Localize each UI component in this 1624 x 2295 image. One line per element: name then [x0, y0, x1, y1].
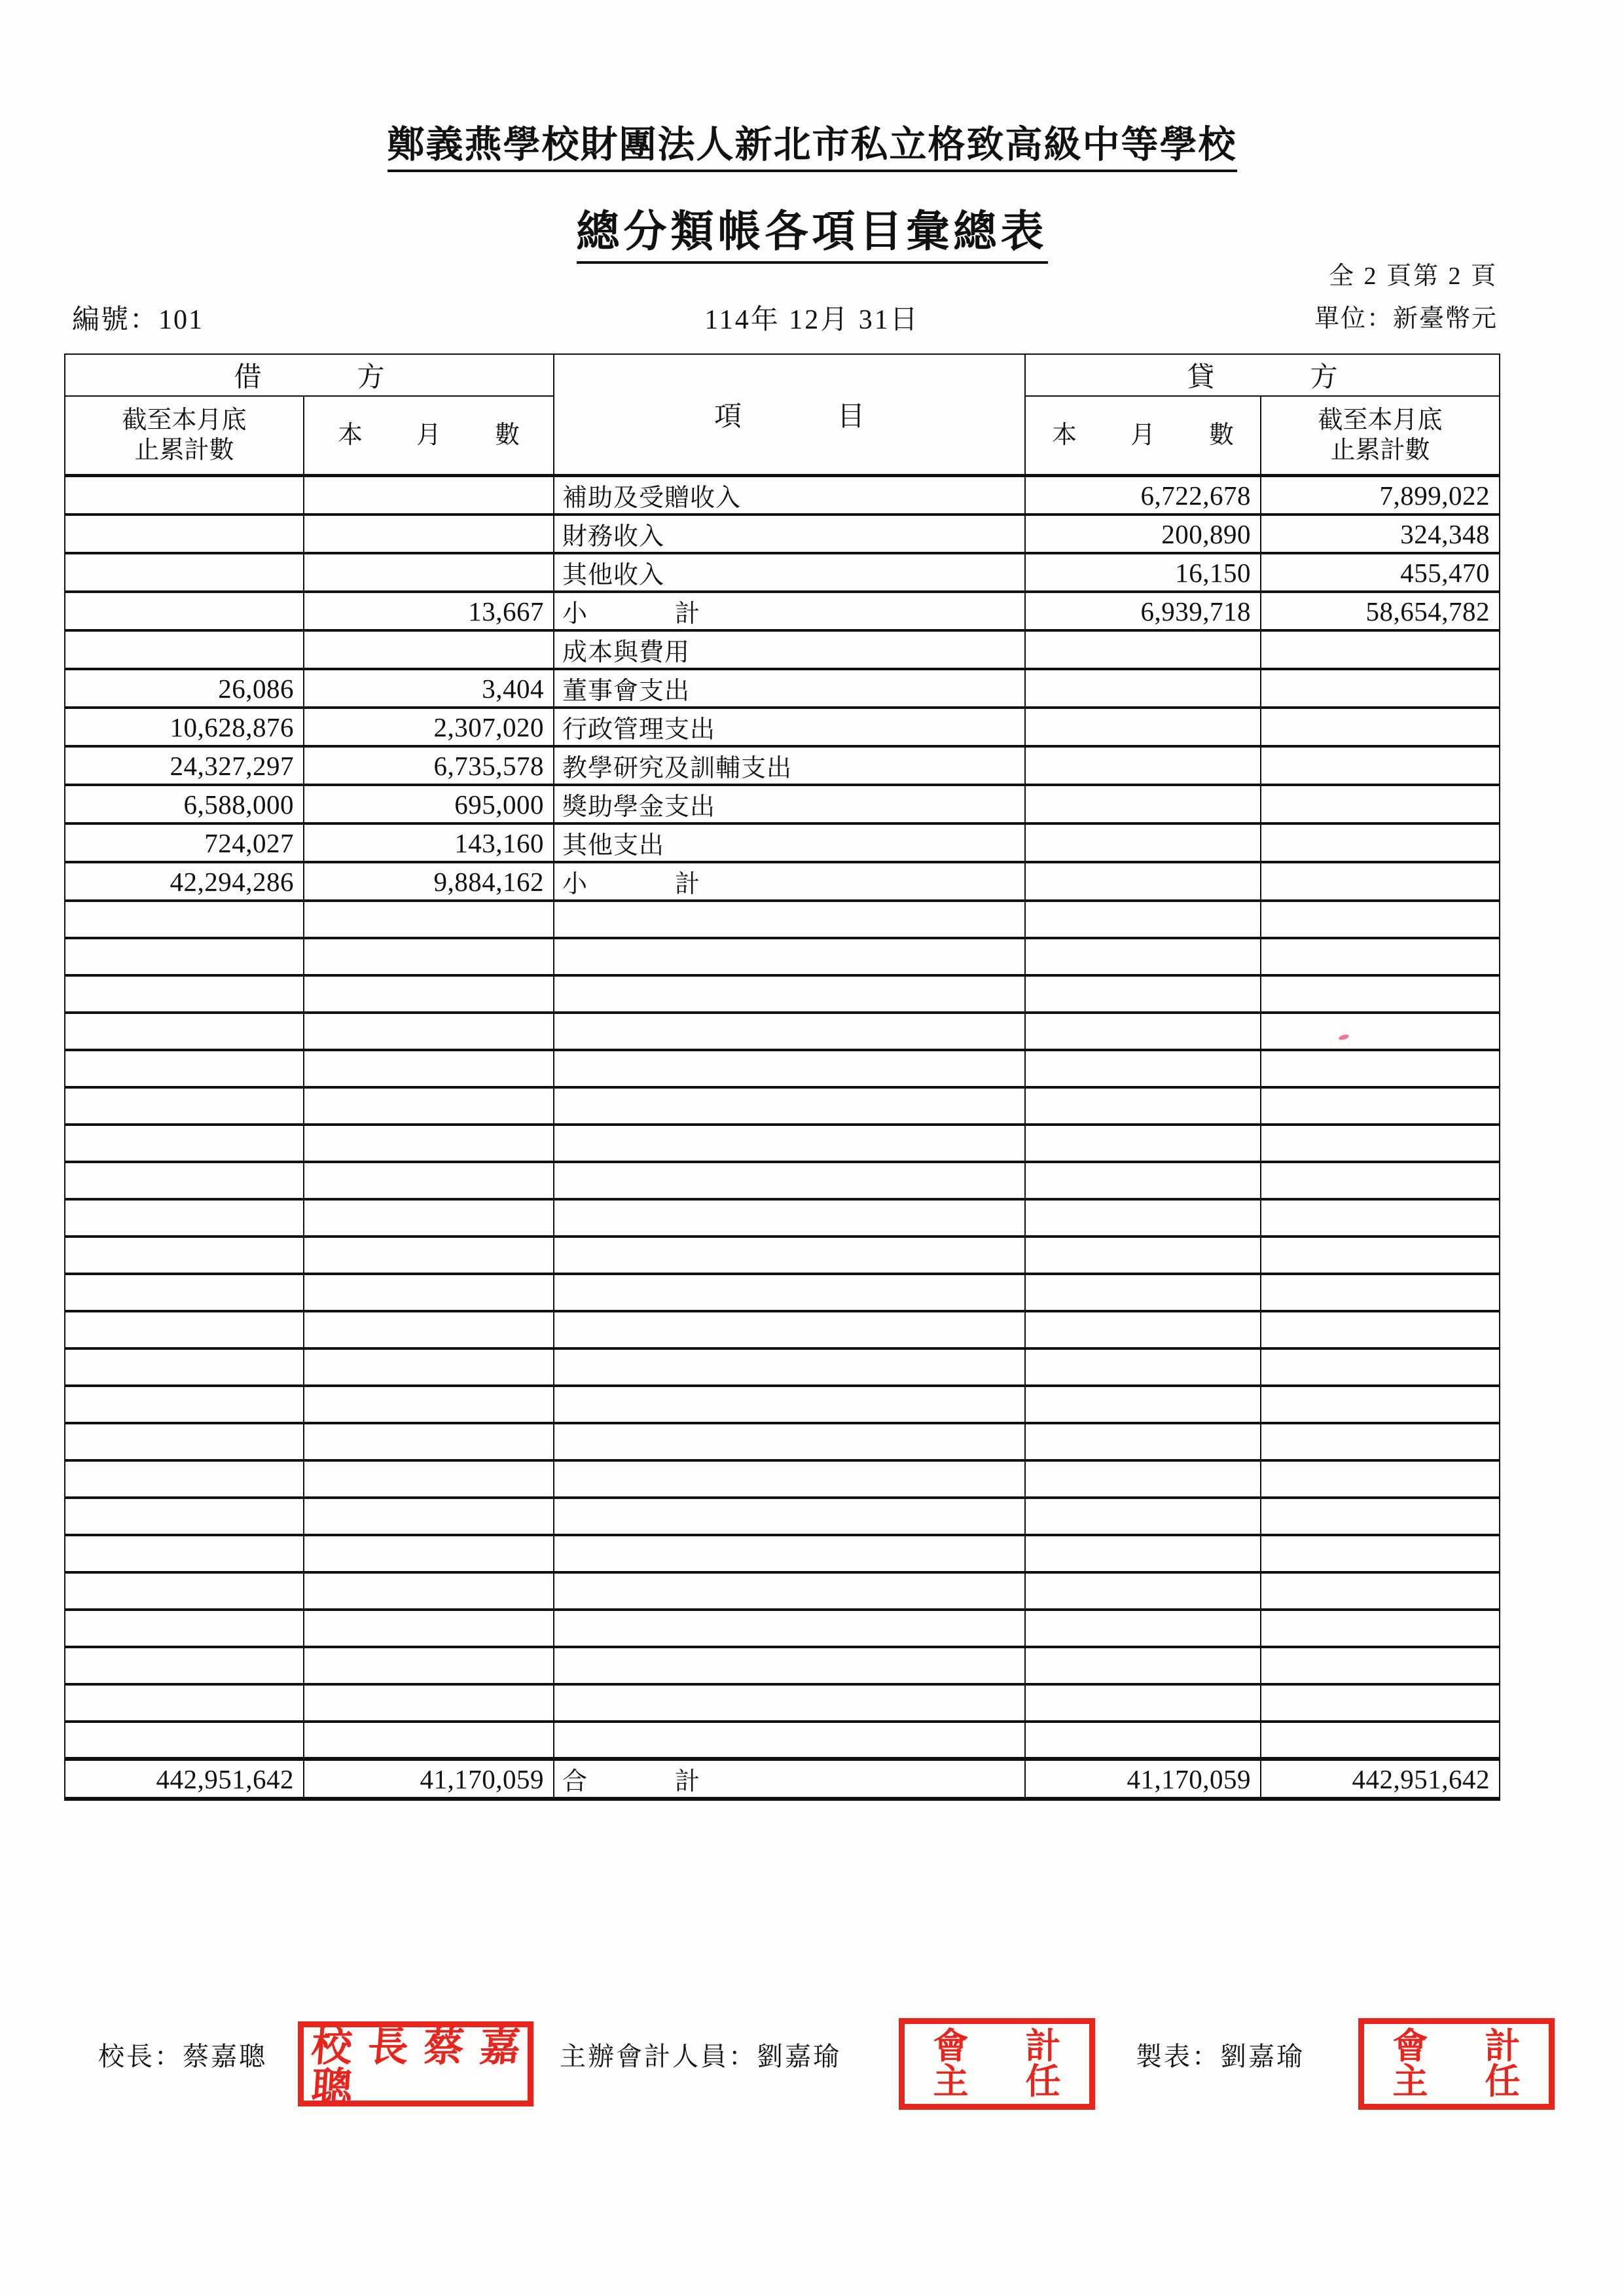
principal-seal-char-4: 嘉 [477, 2025, 522, 2070]
table-row [65, 553, 1500, 592]
cell-credit-cumulative [1261, 1162, 1500, 1199]
cell-credit-month [1025, 1722, 1261, 1759]
cell-debit-month [304, 1572, 554, 1610]
cell-debit-month [304, 1460, 554, 1498]
cell-credit-month [1025, 1237, 1261, 1274]
cell-item-name [554, 1311, 1025, 1348]
cell-credit-month [1025, 1050, 1261, 1087]
cell-debit-cumulative [65, 1572, 304, 1610]
seal2-c1r1: 會 [1392, 2027, 1428, 2066]
cell-credit-cumulative [1261, 1199, 1500, 1237]
cell-credit-month [1025, 1162, 1261, 1199]
table-row [65, 1684, 1500, 1722]
cell-item-name [554, 1386, 1025, 1423]
table-row [65, 785, 1500, 823]
organization-title [0, 115, 1624, 168]
document-number: 編號：101 [72, 305, 204, 335]
cell-credit-month [1025, 630, 1261, 669]
credit-cumulative-header-line2: 止累計數 [1330, 437, 1430, 464]
cell-credit-cumulative [1261, 785, 1500, 823]
cell-credit-month [1025, 1572, 1261, 1610]
cell-item-name [554, 1013, 1025, 1050]
cell-item-name [554, 1050, 1025, 1087]
ledger-body [65, 476, 1500, 1799]
cell-item-name [554, 1125, 1025, 1162]
cell-debit-cumulative: 24,327,297 [65, 746, 304, 785]
table-row [65, 1087, 1500, 1125]
cell-credit-month [1025, 1460, 1261, 1498]
cell-debit-cumulative [65, 1722, 304, 1759]
cell-debit-cumulative [65, 1386, 304, 1423]
page-count: 全 2 頁第 2 頁 [1328, 262, 1498, 290]
principal-seal-stamp [298, 2021, 533, 2110]
cell-item-name [554, 1572, 1025, 1610]
cell-credit-cumulative [1261, 1535, 1500, 1572]
cell-item-name: 教學研究及訓輔支出 [554, 746, 1025, 785]
cell-credit-month [1025, 1311, 1261, 1348]
cell-debit-month [304, 1237, 554, 1274]
cell-credit-month [1025, 1498, 1261, 1535]
table-row [65, 975, 1500, 1013]
cell-item-name [554, 1535, 1025, 1572]
cell-debit-month [304, 1087, 554, 1125]
cell-debit-cumulative [65, 1348, 304, 1386]
cell-credit-month [1025, 1423, 1261, 1460]
cell-credit-cumulative [1261, 1647, 1500, 1684]
cell-item-name [554, 1684, 1025, 1722]
cell-item-name: 其他支出 [554, 823, 1025, 862]
cell-credit-month [1025, 1610, 1261, 1647]
cell-item-name [554, 1647, 1025, 1684]
table-row [65, 1647, 1500, 1684]
cell-credit-month [1025, 746, 1261, 785]
cell-debit-month [304, 1274, 554, 1311]
debit-month-header: 本 月 數 [304, 396, 554, 476]
cell-debit-month [304, 1647, 554, 1684]
cell-credit-month [1025, 823, 1261, 862]
cell-debit-cumulative [65, 1684, 304, 1722]
cell-credit-cumulative [1261, 1348, 1500, 1386]
table-row [65, 669, 1500, 708]
cell-credit-month: 16,150 [1025, 553, 1261, 592]
cell-credit-cumulative [1261, 975, 1500, 1013]
cell-credit-cumulative [1261, 669, 1500, 708]
table-row [65, 746, 1500, 785]
table-row [65, 1423, 1500, 1460]
debit-cumulative-header-line1: 截至本月底 [122, 406, 247, 434]
cell-credit-month: 200,890 [1025, 515, 1261, 553]
cell-debit-cumulative [65, 1199, 304, 1237]
principal-label: 校長：蔡嘉聰 [98, 2042, 267, 2071]
cell-item-name [554, 1460, 1025, 1498]
organization-title-text: 鄭義燕學校財團法人新北市私立格致高級中等學校 [388, 124, 1237, 172]
cell-credit-month: 6,722,678 [1025, 476, 1261, 515]
ledger-table [64, 353, 1500, 1801]
cell-credit-cumulative [1261, 901, 1500, 938]
principal-seal-char-3: 蔡 [422, 2025, 466, 2070]
cell-debit-cumulative [65, 1460, 304, 1498]
cell-item-name [554, 1162, 1025, 1199]
cell-debit-month [304, 975, 554, 1013]
cell-debit-cumulative [65, 630, 304, 669]
cell-credit-month [1025, 708, 1261, 746]
seal2-c1r2: 主 [1392, 2062, 1428, 2101]
seal1-c2r2: 任 [1025, 2062, 1061, 2101]
seal1-col1 [905, 2029, 997, 2099]
table-row [65, 1348, 1500, 1386]
cell-credit-cumulative [1261, 1050, 1500, 1087]
credit-group-header: 貸 方 [1025, 354, 1500, 396]
cell-debit-month [304, 1162, 554, 1199]
debit-cumulative-header-line2: 止累計數 [134, 437, 234, 464]
cell-credit-cumulative [1261, 1684, 1500, 1722]
document-title-text: 總分類帳各項目彙總表 [577, 208, 1048, 264]
cell-credit-cumulative [1261, 708, 1500, 746]
table-row [65, 1610, 1500, 1647]
cell-debit-month: 6,735,578 [304, 746, 554, 785]
cell-debit-cumulative [65, 1311, 304, 1348]
cell-credit-month [1025, 1087, 1261, 1125]
cell-debit-cumulative [65, 476, 304, 515]
cell-debit-month [304, 1535, 554, 1572]
cell-credit-month [1025, 1684, 1261, 1722]
cell-debit-month [304, 1610, 554, 1647]
cell-credit-month [1025, 938, 1261, 975]
cell-credit-cumulative [1261, 1274, 1500, 1311]
table-row [65, 1050, 1500, 1087]
cell-debit-cumulative [65, 1125, 304, 1162]
credit-cumulative-header [1261, 396, 1500, 476]
cell-credit-cumulative [1261, 823, 1500, 862]
cell-credit-month [1025, 975, 1261, 1013]
cell-debit-month: 3,404 [304, 669, 554, 708]
document-title [0, 196, 1624, 259]
cell-debit-month [304, 901, 554, 938]
cell-item-name [554, 1274, 1025, 1311]
cell-debit-month [304, 553, 554, 592]
table-total-row [65, 1759, 1500, 1799]
cell-debit-cumulative: 724,027 [65, 823, 304, 862]
cell-debit-month [304, 938, 554, 975]
cell-credit-cumulative [1261, 1087, 1500, 1125]
cell-debit-cumulative [65, 1274, 304, 1311]
table-row [65, 1237, 1500, 1274]
cell-credit-cumulative [1261, 1460, 1500, 1498]
cell-debit-month: 9,884,162 [304, 862, 554, 901]
cell-debit-cumulative [65, 1647, 304, 1684]
cell-credit-cumulative [1261, 1423, 1500, 1460]
cell-item-name [554, 1348, 1025, 1386]
table-row [65, 1535, 1500, 1572]
cell-credit-month [1025, 1535, 1261, 1572]
cell-debit-cumulative [65, 1162, 304, 1199]
preparer-label: 製表：劉嘉瑜 [1136, 2042, 1305, 2071]
cell-debit-month [304, 1684, 554, 1722]
table-row [65, 1274, 1500, 1311]
cell-credit-cumulative [1261, 1311, 1500, 1348]
cell-credit-cumulative [1261, 630, 1500, 669]
cell-debit-cumulative: 10,628,876 [65, 708, 304, 746]
seal2-col2 [1456, 2029, 1549, 2099]
total-credit-month: 41,170,059 [1025, 1759, 1261, 1799]
seal1-col2 [997, 2029, 1089, 2099]
cell-credit-month [1025, 1647, 1261, 1684]
total-credit-cumulative: 442,951,642 [1261, 1759, 1500, 1799]
cell-credit-cumulative [1261, 1237, 1500, 1274]
cell-item-name: 董事會支出 [554, 669, 1025, 708]
credit-cumulative-header-line1: 截至本月底 [1318, 406, 1443, 434]
cell-item-name: 獎助學金支出 [554, 785, 1025, 823]
table-row [65, 1199, 1500, 1237]
table-row [65, 1572, 1500, 1610]
cell-item-name [554, 1087, 1025, 1125]
table-row [65, 630, 1500, 669]
cell-item-name [554, 1199, 1025, 1237]
table-row [65, 1311, 1500, 1348]
cell-credit-cumulative [1261, 1013, 1500, 1050]
cell-debit-month [304, 1498, 554, 1535]
credit-month-header: 本 月 數 [1025, 396, 1261, 476]
cell-credit-month: 6,939,718 [1025, 592, 1261, 630]
total-debit-cumulative: 442,951,642 [65, 1759, 304, 1799]
table-row [65, 1722, 1500, 1759]
table-row [65, 1125, 1500, 1162]
debit-cumulative-header [65, 396, 304, 476]
total-item-name: 合 計 [554, 1759, 1025, 1799]
table-row [65, 938, 1500, 975]
cell-credit-cumulative [1261, 1610, 1500, 1647]
cell-debit-month [304, 1125, 554, 1162]
table-row [65, 901, 1500, 938]
cell-debit-month: 695,000 [304, 785, 554, 823]
cell-item-name: 行政管理支出 [554, 708, 1025, 746]
cell-credit-cumulative [1261, 1722, 1500, 1759]
principal-seal-char-2: 長 [365, 2025, 410, 2070]
cell-debit-cumulative [65, 975, 304, 1013]
cell-item-name: 其他收入 [554, 553, 1025, 592]
cell-credit-month [1025, 1348, 1261, 1386]
cell-credit-cumulative [1261, 1498, 1500, 1535]
cell-credit-cumulative [1261, 746, 1500, 785]
table-row [65, 862, 1500, 901]
table-row [65, 1386, 1500, 1423]
cell-item-name [554, 938, 1025, 975]
cell-debit-month: 13,667 [304, 592, 554, 630]
cell-credit-cumulative [1261, 938, 1500, 975]
cell-credit-cumulative [1261, 862, 1500, 901]
accounting-chief-seal-stamp-1 [899, 2018, 1095, 2110]
table-row [65, 1460, 1500, 1498]
cell-debit-month [304, 630, 554, 669]
cell-credit-month [1025, 1199, 1261, 1237]
cell-debit-month [304, 1013, 554, 1050]
seal1-c1r2: 主 [933, 2062, 969, 2101]
cell-item-name [554, 1498, 1025, 1535]
cell-debit-cumulative [65, 1087, 304, 1125]
cell-credit-month [1025, 1125, 1261, 1162]
cell-debit-cumulative: 6,588,000 [65, 785, 304, 823]
cell-credit-month [1025, 862, 1261, 901]
cell-debit-month [304, 1311, 554, 1348]
cell-debit-cumulative [65, 1423, 304, 1460]
cell-debit-month: 143,160 [304, 823, 554, 862]
cell-item-name: 補助及受贈收入 [554, 476, 1025, 515]
cell-debit-month [304, 515, 554, 553]
seal1-c1r1: 會 [933, 2027, 969, 2066]
cell-debit-cumulative: 26,086 [65, 669, 304, 708]
principal-seal-char-5: 聰 [310, 2066, 354, 2110]
cell-credit-cumulative: 455,470 [1261, 553, 1500, 592]
cell-item-name [554, 901, 1025, 938]
seal2-c2r2: 任 [1485, 2062, 1521, 2101]
cell-debit-month [304, 1722, 554, 1759]
signature-row [0, 2015, 1624, 2120]
cell-debit-cumulative [65, 1610, 304, 1647]
cell-credit-cumulative: 324,348 [1261, 515, 1500, 553]
cell-item-name [554, 1722, 1025, 1759]
accounting-chief-seal-stamp-2 [1358, 2018, 1555, 2110]
cell-debit-cumulative [65, 553, 304, 592]
table-row [65, 823, 1500, 862]
cell-credit-month [1025, 669, 1261, 708]
table-row [65, 592, 1500, 630]
total-debit-month: 41,170,059 [304, 1759, 554, 1799]
cell-item-name [554, 1237, 1025, 1274]
table-row [65, 515, 1500, 553]
cell-item-name: 財務收入 [554, 515, 1025, 553]
accountant-label: 主辦會計人員：劉嘉瑜 [560, 2042, 841, 2071]
cell-debit-cumulative [65, 1013, 304, 1050]
cell-credit-cumulative: 58,654,782 [1261, 592, 1500, 630]
cell-credit-cumulative: 7,899,022 [1261, 476, 1500, 515]
cell-debit-month [304, 476, 554, 515]
table-row [65, 476, 1500, 515]
cell-item-name: 小 計 [554, 592, 1025, 630]
cell-debit-cumulative [65, 592, 304, 630]
cell-debit-month [304, 1386, 554, 1423]
seal1-c2r1: 計 [1025, 2027, 1061, 2066]
cell-debit-cumulative [65, 901, 304, 938]
seal2-col1 [1364, 2029, 1456, 2099]
document-date: 114年 12月 31日 [704, 305, 920, 335]
cell-credit-cumulative [1261, 1572, 1500, 1610]
table-row [65, 1162, 1500, 1199]
cell-item-name [554, 1610, 1025, 1647]
table-row [65, 708, 1500, 746]
item-column-header: 項 目 [554, 354, 1025, 476]
cell-debit-cumulative [65, 1535, 304, 1572]
cell-credit-month [1025, 785, 1261, 823]
cell-debit-cumulative [65, 1050, 304, 1087]
cell-item-name: 小 計 [554, 862, 1025, 901]
cell-credit-month [1025, 1274, 1261, 1311]
cell-item-name [554, 1423, 1025, 1460]
table-row [65, 1013, 1500, 1050]
cell-debit-month [304, 1348, 554, 1386]
table-header-group-row [65, 354, 1500, 396]
cell-debit-cumulative [65, 1237, 304, 1274]
currency-unit: 單位：新臺幣元 [1314, 305, 1498, 333]
cell-credit-month [1025, 901, 1261, 938]
cell-debit-month [304, 1423, 554, 1460]
cell-debit-month [304, 1199, 554, 1237]
cell-debit-cumulative: 42,294,286 [65, 862, 304, 901]
cell-debit-month: 2,307,020 [304, 708, 554, 746]
cell-credit-month [1025, 1013, 1261, 1050]
seal2-c2r1: 計 [1485, 2027, 1521, 2066]
cell-credit-month [1025, 1386, 1261, 1423]
cell-item-name: 成本與費用 [554, 630, 1025, 669]
principal-seal-char-1: 校 [310, 2025, 354, 2070]
cell-item-name [554, 975, 1025, 1013]
cell-credit-cumulative [1261, 1125, 1500, 1162]
table-row [65, 1498, 1500, 1535]
cell-credit-cumulative [1261, 1386, 1500, 1423]
cell-debit-cumulative [65, 515, 304, 553]
cell-debit-cumulative [65, 938, 304, 975]
cell-debit-month [304, 1050, 554, 1087]
cell-debit-cumulative [65, 1498, 304, 1535]
debit-group-header: 借 方 [65, 354, 554, 396]
